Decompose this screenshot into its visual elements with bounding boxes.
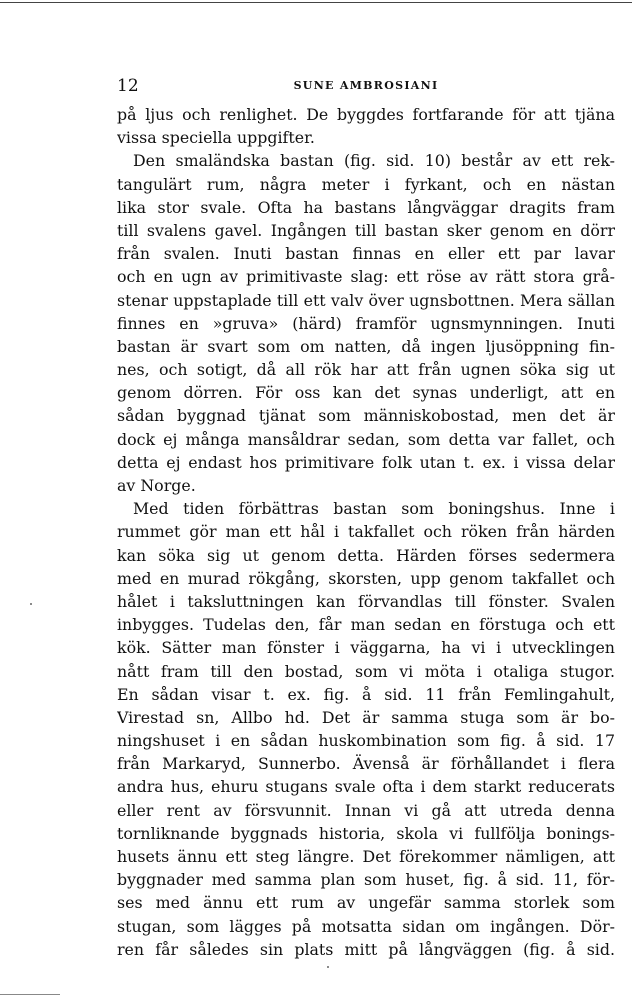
- text-line: ningshuset i en sådan huskombination som fig. å sid. 17: [117, 731, 615, 751]
- scan-speck: [327, 966, 329, 968]
- text-line: på ljus och renlighet. De byggdes fortfarande för att tjäna: [117, 105, 615, 124]
- bottom-edge-mark: [0, 994, 60, 995]
- text-line: stenar uppstaplade till ett valv över ugnsbottnen. Mera sällan: [117, 290, 615, 310]
- page-number: 12: [117, 76, 139, 96]
- text-line: vissa speciella uppgifter.: [117, 128, 315, 148]
- text-line: från Markaryd, Sunnerbo. Ävenså är förhållandet i flera: [117, 754, 615, 774]
- text-line: ren får således sin plats mitt på långväggen (fig. å sid.: [117, 939, 615, 959]
- text-line: lika stor svale. Ofta ha bastans långväggar dragits fram: [117, 197, 615, 217]
- text-line: husets ännu ett steg längre. Det förekommer nämligen, att: [117, 847, 615, 866]
- page-header: [117, 74, 615, 98]
- text-line: ses med ännu ett rum av ungefär samma storlek som: [117, 893, 615, 913]
- text-line: byggnader med samma plan som huset, fig. å sid. 11, för-: [117, 870, 615, 890]
- text-line: andra hus, ehuru stugans svale ofta i dem starkt reducerats: [117, 777, 615, 797]
- text-line: kan söka sig ut genom detta. Härden förses sedermera: [117, 545, 615, 565]
- text-line: genom dörren. För oss kan det synas underligt, att en: [117, 383, 615, 403]
- text-line: eller rent av försvunnit. Innan vi gå att utreda denna: [117, 800, 615, 820]
- text-line: dock ej många mansåldrar sedan, som detta var fallet, och: [117, 429, 615, 449]
- text-line: Virestad sn, Allbo hd. Det är samma stuga som är bo-: [117, 707, 615, 727]
- text-line: bastan är svart som om natten, då ingen ljusöppning fin-: [117, 336, 615, 356]
- text-line: En sådan visar t. ex. fig. å sid. 11 från Femlingahult,: [117, 684, 615, 704]
- text-line: detta ej endast hos primitivare folk utan t. ex. i vissa delar: [117, 452, 615, 472]
- text-line: nått fram till den bostad, som vi möta i otaliga stugor.: [117, 661, 615, 681]
- text-line: och en ugn av primitivaste slag: ett röse av rätt stora grå-: [117, 267, 615, 287]
- running-head: SUNE AMBROSIANI: [293, 79, 439, 92]
- text-line: rummet gör man ett hål i takfallet och röken från härden: [117, 522, 615, 542]
- text-line: Den smaländska bastan (fig. sid. 10) består av ett rek-: [133, 151, 615, 171]
- text-line: med en murad rökgång, skorsten, upp genom takfallet och: [117, 568, 615, 588]
- top-edge-rule: [0, 2, 632, 3]
- text-line: kök. Sätter man fönster i väggarna, ha vi i utvecklingen: [117, 638, 615, 658]
- text-line: finnes en »gruva» (härd) framför ugnsmynningen. Inuti: [117, 313, 615, 333]
- text-line: till svalens gavel. Ingången till bastan sker genom en dörr: [117, 220, 615, 240]
- text-line: sådan byggnad tjänat som människobostad, men det är: [117, 406, 615, 426]
- text-line: från svalen. Inuti bastan finnas en eller ett par lavar: [117, 244, 615, 264]
- text-line: nes, och sotigt, då all rök har att från ugnen söka sig ut: [117, 360, 615, 380]
- body-text: [117, 103, 615, 961]
- text-line: hålet i taksluttningen kan förvandlas till fönster. Svalen: [117, 591, 615, 611]
- text-line: tangulärt rum, några meter i fyrkant, och en nästan: [117, 174, 615, 194]
- text-line: tornliknande byggnads historia, skola vi fullfölja bonings-: [117, 823, 615, 843]
- scan-speck: [30, 603, 32, 605]
- text-line: av Norge.: [117, 476, 196, 495]
- text-line: inbygges. Tudelas den, får man sedan en förstuga och ett: [117, 615, 615, 635]
- text-line: Med tiden förbättras bastan som boningshus. Inne i: [133, 499, 615, 519]
- text-line: stugan, som lägges på motsatta sidan om ingången. Dör-: [117, 916, 615, 936]
